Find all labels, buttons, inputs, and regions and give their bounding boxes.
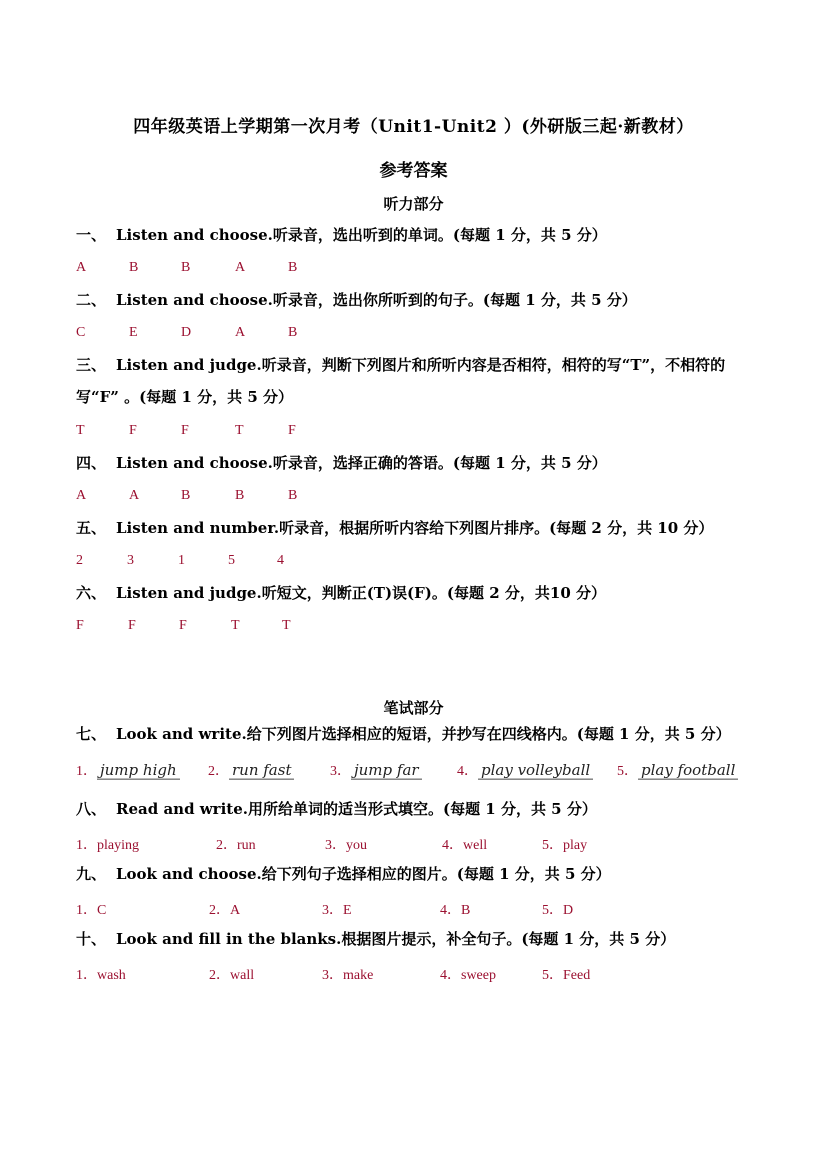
answer-number: 3． [330, 764, 351, 779]
handwritten-answer: jump high [97, 761, 180, 780]
question-number: 十、 [76, 930, 107, 948]
question-3-continued [76, 382, 766, 412]
answer: 4．sweep [440, 968, 496, 983]
question-6 [76, 578, 766, 608]
answer: C [76, 325, 86, 340]
handwritten-answer: run fast [229, 761, 294, 780]
answer: 1．wash [76, 968, 126, 983]
answer: 1．playing [76, 838, 139, 853]
answer: D [181, 325, 192, 340]
question-1 [76, 220, 766, 250]
answers-10 [76, 964, 590, 984]
question-text: Listen and choose.听录音，选出你所听到的句子。(每题 1 分，共 5 分） [116, 291, 637, 309]
answer: F [129, 423, 137, 438]
handwritten-answer: jump far [351, 761, 422, 780]
question-text: Look and write.给下列图片选择相应的短语，并抄写在四线格内。(每题 1 分，共 5 分） [116, 725, 731, 743]
question-10 [76, 924, 766, 954]
answer-number: 5． [617, 764, 638, 779]
answer: B [181, 488, 191, 503]
answer: B [235, 488, 245, 503]
question-8 [76, 794, 766, 824]
answer: 2．run [216, 838, 256, 853]
question-text: Listen and choose.听录音，选出听到的单词。(每题 1 分，共 5 分） [116, 226, 607, 244]
answers-5 [76, 553, 284, 569]
answer: 1．C [76, 903, 107, 918]
writing-section-heading: 笔试部分 [383, 699, 444, 717]
answer: B [288, 488, 298, 503]
question-number: 四、 [76, 454, 107, 472]
answer: 3 [127, 553, 134, 568]
answer: F [179, 618, 187, 633]
answer: 4．B [440, 903, 471, 918]
answer: 3．E [322, 903, 352, 918]
answer: 5 [228, 553, 235, 568]
question-number: 九、 [76, 865, 107, 883]
answer: T [231, 618, 240, 633]
answer: E [129, 325, 138, 340]
answer: F [128, 618, 136, 633]
answer: A [235, 260, 246, 275]
question-text: Listen and judge.听短文，判断正(T)误(F)。(每题 2 分，共10 分） [116, 584, 606, 602]
question-text: Listen and choose.听录音，选择正确的答语。(每题 1 分，共 5 分） [116, 454, 607, 472]
question-number: 五、 [76, 519, 107, 537]
question-3 [76, 350, 766, 380]
answer-number: 1． [76, 764, 97, 779]
listening-section-heading: 听力部分 [383, 195, 444, 213]
answer: A [76, 260, 87, 275]
answer-number: 4． [457, 764, 478, 779]
answer: A [235, 325, 246, 340]
question-number: 二、 [76, 291, 107, 309]
answer: 5．play [542, 838, 588, 853]
answer-number: 2． [208, 764, 229, 779]
answer: T [282, 618, 291, 633]
question-number: 七、 [76, 725, 107, 743]
answers-6 [76, 618, 291, 634]
question-4 [76, 448, 766, 478]
answers-3 [76, 423, 296, 439]
answer: 2 [76, 553, 83, 568]
answer: B [288, 260, 298, 275]
handwritten-answer: play volleyball [478, 761, 593, 780]
question-number: 六、 [76, 584, 107, 602]
question-text: Look and fill in the blanks.根据图片提示，补全句子。(每题 1 分，共 5 分） [116, 930, 676, 948]
answers-4 [76, 488, 297, 504]
question-9 [76, 859, 766, 889]
answers-8 [76, 834, 587, 854]
document-title: 四年级英语上学期第一次月考（Unit1-Unit2 ）(外研版三起·新教材） [133, 117, 694, 137]
question-number: 一、 [76, 226, 107, 244]
question-7 [76, 719, 766, 749]
handwritten-answer: play football [638, 761, 738, 780]
question-text: Listen and judge.听录音，判断下列图片和所听内容是否相符，相符的写“T”，不相符的 [116, 356, 726, 374]
answer: 4．well [442, 838, 488, 853]
answer: B [129, 260, 139, 275]
question-text: Read and write.用所给单词的适当形式填空。(每题 1 分，共 5 分） [116, 800, 597, 818]
answers-2 [76, 325, 297, 341]
answer: B [288, 325, 298, 340]
question-number: 三、 [76, 356, 107, 374]
answer: F [181, 423, 189, 438]
answer: F [288, 423, 296, 438]
answer: A [129, 488, 140, 503]
question-text: Look and choose.给下列句子选择相应的图片。(每题 1 分，共 5 分） [116, 865, 611, 883]
answer: A [76, 488, 87, 503]
answer: 2．wall [209, 968, 255, 983]
answer: T [76, 423, 85, 438]
answer: 3．you [325, 838, 367, 853]
question-text: Listen and number.听录音，根据所听内容给下列图片排序。(每题 2 分，共 10 分） [116, 519, 714, 537]
question-text: 写“F” 。(每题 1 分，共 5 分） [76, 388, 293, 406]
answer: 3．make [322, 968, 374, 983]
answer: 4 [277, 553, 284, 568]
answers-1 [76, 260, 297, 276]
answer: 2．A [209, 903, 241, 918]
answer-key-heading: 参考答案 [379, 161, 448, 181]
answer: 1 [178, 553, 185, 568]
question-5 [76, 513, 766, 543]
answer: 5．Feed [542, 968, 591, 983]
answers-7 [76, 760, 738, 780]
answer: 5．D [542, 903, 574, 918]
answer: F [76, 618, 84, 633]
answers-9 [76, 899, 573, 919]
answer: T [235, 423, 244, 438]
question-number: 八、 [76, 800, 107, 818]
answer: B [181, 260, 191, 275]
question-2 [76, 285, 766, 315]
